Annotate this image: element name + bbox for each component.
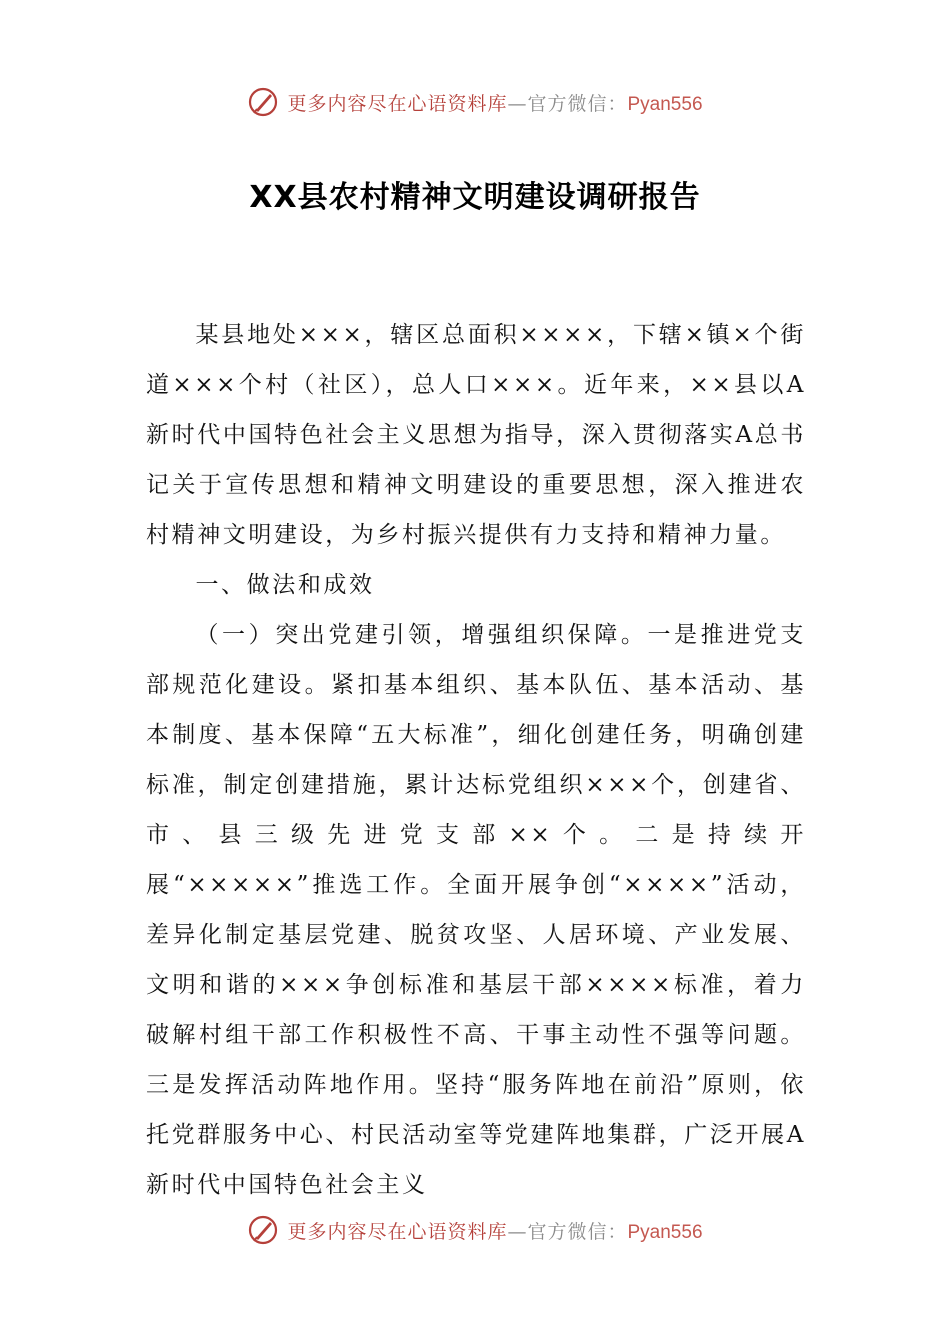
watermark-main: 更多内容尽在心语资料库 (287, 92, 508, 115)
watermark-dash: — (507, 92, 528, 115)
watermark-main: 更多内容尽在心语资料库 (287, 1220, 508, 1243)
document-body (146, 310, 806, 1210)
watermark-text (287, 89, 702, 116)
paragraph-party-building: （一）突出党建引领，增强组织保障。一是推进党支部规范化建设。紧扣基本组织、基本队伍、基本活动、基本制度、基本保障“五大标准”，细化创建任务，明确创建标准，制定创建措施，累计达标党组织×××个，创建省、市、县三级先进党支部××个。二是持续开展“×××××”推选工作。全面开展争创“××××”活动，差异化制定基层党建、脱贫攻坚、人居环境、产业发展、文明和谐的×××争创标准和基层干部××××标准，着力破解村组干部工作积极性不高、干事主动性不强等问题。三是发挥活动阵地作用。坚持“服务阵地在前沿”原则，依托党群服务中心、村民活动室等党建阵地集群，广泛开展A新时代中国特色社会主义 (146, 622, 806, 1198)
watermark-wechat-label: 官方微信： (527, 1220, 628, 1243)
footer-watermark-banner (0, 1210, 950, 1250)
watermark-text (287, 1217, 702, 1244)
quill-logo-icon (247, 1214, 279, 1246)
watermark-wechat-id: Pyan556 (627, 93, 703, 115)
paragraph-intro: 某县地处×××，辖区总面积××××，下辖×镇×个街道×××个村（社区），总人口×××。近年来，××县以A新时代中国特色社会主义思想为指导，深入贯彻落实A总书记关于宣传思想和精神文明建设的重要思想，深入推进农村精神文明建设，为乡村振兴提供有力支持和精神力量。 (146, 322, 806, 548)
document-title: XX县农村精神文明建设调研报告 (249, 180, 701, 215)
quill-logo-icon (247, 86, 279, 118)
header-watermark-banner (0, 82, 950, 122)
watermark-wechat-id: Pyan556 (627, 1221, 703, 1243)
watermark-wechat-label: 官方微信： (527, 92, 628, 115)
section-heading: 一、做法和成效 (195, 572, 375, 598)
watermark-dash: — (507, 1220, 528, 1243)
